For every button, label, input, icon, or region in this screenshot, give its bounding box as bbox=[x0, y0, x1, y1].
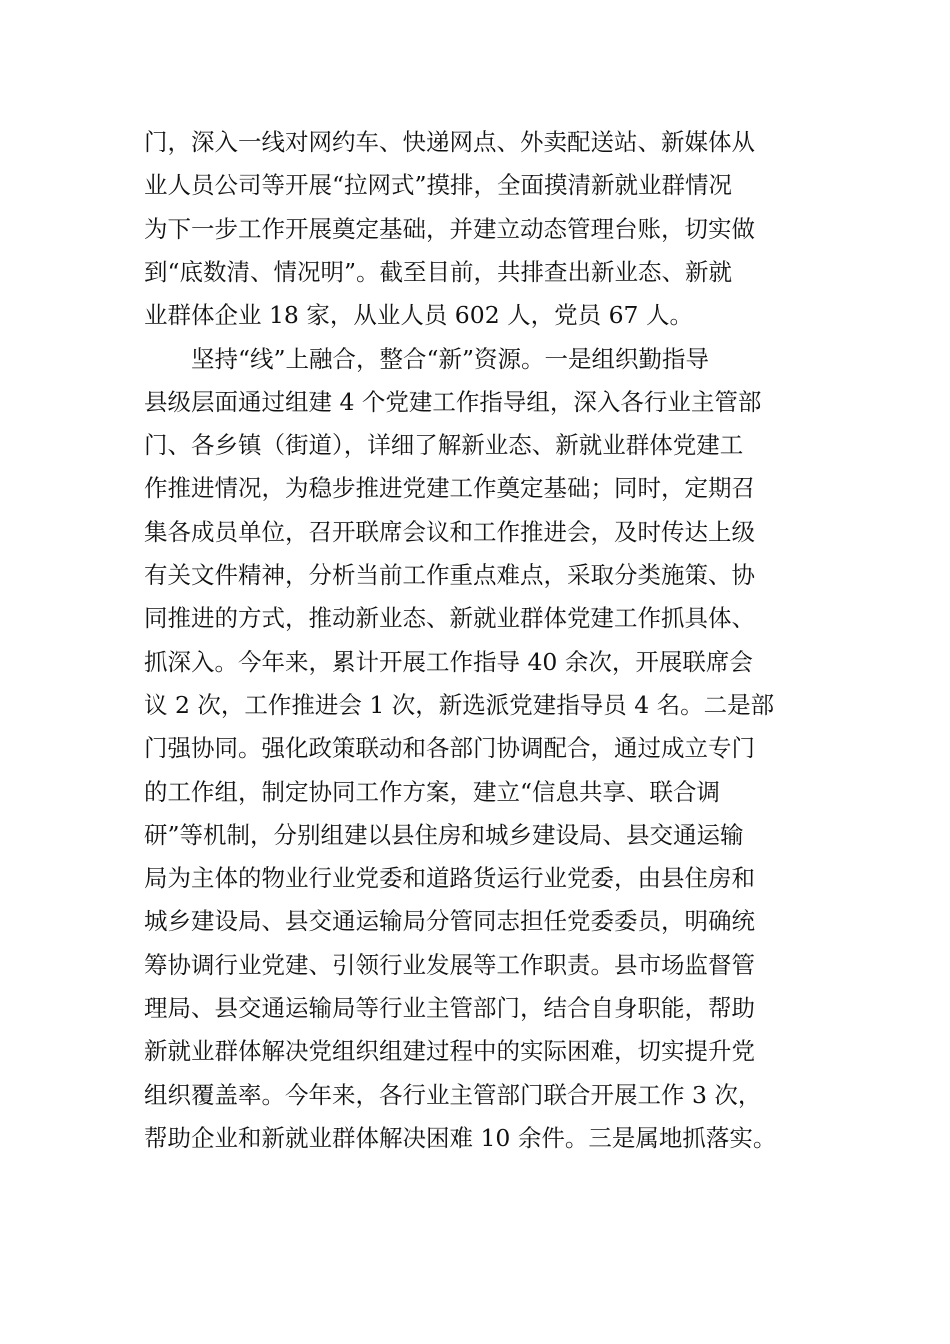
text-line: 帮助企业和新就业群体解决困难 10 余件。三是属地抓落实。 bbox=[144, 1123, 777, 1152]
text-line: 议 2 次，工作推进会 1 次，新选派党建指导员 4 名。二是部 bbox=[144, 690, 775, 719]
text-line: 门强协同。强化政策联动和各部门协调配合，通过成立专门 bbox=[144, 734, 755, 763]
text-line: 坚持“线”上融合，整合“新”资源。一是组织勤指导 bbox=[191, 344, 710, 373]
text-line: 抓深入。今年来，累计开展工作指导 40 余次，开展联席会 bbox=[144, 647, 753, 676]
text-line: 门、各乡镇（街道），详细了解新业态、新就业群体党建工 bbox=[144, 431, 744, 460]
text-line: 理局、县交通运输局等行业主管部门，结合自身职能，帮助 bbox=[144, 994, 755, 1022]
text-line: 业群体企业 18 家，从业人员 602 人，党员 67 人。 bbox=[144, 301, 693, 330]
text-line: 集各成员单位，召开联席会议和工作推进会，及时传达上级 bbox=[144, 517, 755, 546]
text-line: 的工作组，制定协同工作方案，建立“信息共享、联合调 bbox=[144, 777, 721, 806]
text-line: 同推进的方式，推动新业态、新就业群体党建工作抓具体、 bbox=[144, 604, 755, 633]
text-line: 新就业群体解决党组织组建过程中的实际困难，切实提升党 bbox=[144, 1037, 755, 1066]
text-line: 为下一步工作开展奠定基础，并建立动态管理台账，切实做 bbox=[144, 214, 755, 243]
text-line: 门，深入一线对网约车、快递网点、外卖配送站、新媒体从 bbox=[144, 128, 755, 156]
text-line: 有关文件精神，分析当前工作重点难点，采取分类施策、协 bbox=[144, 561, 755, 589]
text-line: 组织覆盖率。今年来，各行业主管部门联合开展工作 3 次， bbox=[144, 1080, 762, 1109]
text-line: 研”等机制，分别组建以县住房和城乡建设局、县交通运输 bbox=[144, 820, 744, 849]
text-line: 城乡建设局、县交通运输局分管同志担任党委委员，明确统 bbox=[144, 907, 755, 936]
text-line: 筹协调行业党建、引领行业发展等工作职责。县市场监督管 bbox=[144, 950, 755, 979]
text-line: 县级层面通过组建 4 个党建工作指导组，深入各行业主管部 bbox=[144, 387, 762, 416]
text-line: 业人员公司等开展“拉网式”摸排，全面摸清新就业群情况 bbox=[144, 171, 733, 200]
text-line: 到“底数清、情况明”。截至目前，共排查出新业态、新就 bbox=[144, 257, 733, 286]
text-line: 作推进情况，为稳步推进党建工作奠定基础；同时，定期召 bbox=[144, 474, 755, 503]
text-line: 局为主体的物业行业党委和道路货运行业党委，由县住房和 bbox=[144, 864, 755, 893]
